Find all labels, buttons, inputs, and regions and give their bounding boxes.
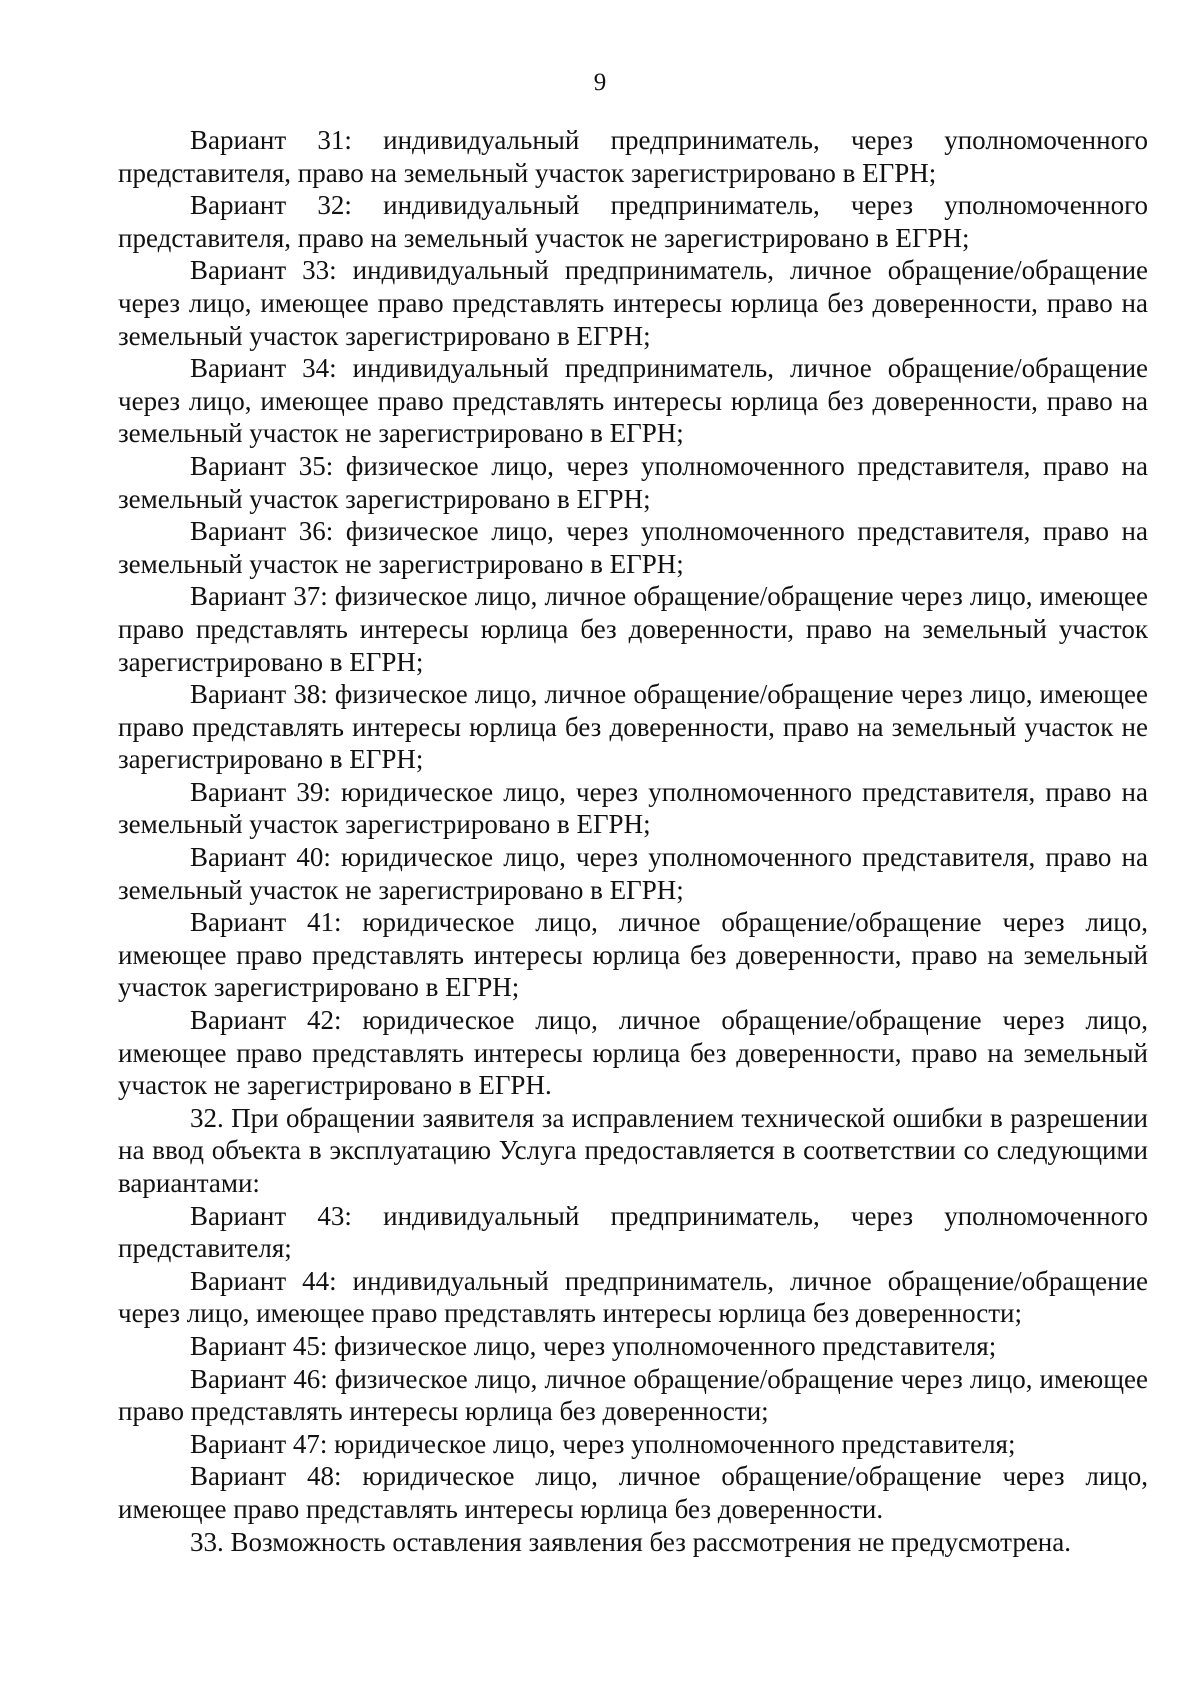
paragraph-variant-36: Вариант 36: физическое лицо, через уполномоченного представителя, право на земельный участок не зарегистрировано в ЕГРН;	[118, 516, 1148, 579]
paragraph-variant-43: Вариант 43: индивидуальный предприниматель, через уполномоченного представителя;	[118, 1200, 1148, 1264]
paragraph-variant-48: Вариант 48: юридическое лицо, личное обращение/обращение через лицо, имеющее право представлять интересы юрлица без доверенности.	[118, 1461, 1148, 1524]
paragraph-variant-39: Вариант 39: юридическое лицо, через уполномоченного представителя, право на земельный участок зарегистрировано в ЕГРН;	[118, 776, 1148, 840]
document-body	[118, 124, 1148, 1558]
paragraph-variant-40: Вариант 40: юридическое лицо, через уполномоченного представителя, право на земельный участок не зарегистрировано в ЕГРН;	[118, 842, 1148, 905]
paragraph-clause-32: 32. При обращении заявителя за исправлением технической ошибки в разрешении на ввод объекта в эксплуатацию Услуга предоставляется в соответствии со следующими вариантами:	[118, 1102, 1148, 1198]
paragraph-variant-35: Вариант 35: физическое лицо, через уполномоченного представителя, право на земельный участок зарегистрировано в ЕГРН;	[118, 450, 1148, 514]
paragraph-variant-34: Вариант 34: индивидуальный предприниматель, личное обращение/обращение через лицо, имеющее право представлять интересы юрлица без доверенности, право на земельный участок не зарегистрировано в ЕГРН;	[118, 353, 1148, 449]
paragraph-variant-38: Вариант 38: физическое лицо, личное обращение/обращение через лицо, имеющее право представлять интересы юрлица без доверенности, право на земельный участок не зарегистрировано в ЕГРН;	[118, 679, 1148, 775]
paragraph-variant-41: Вариант 41: юридическое лицо, личное обращение/обращение через лицо, имеющее право представлять интересы юрлица без доверенности, право на земельный участок зарегистрировано в ЕГРН;	[118, 907, 1148, 1003]
page-number: 9	[593, 69, 607, 96]
paragraph-variant-42: Вариант 42: юридическое лицо, личное обращение/обращение через лицо, имеющее право представлять интересы юрлица без доверенности, право на земельный участок не зарегистрировано в ЕГРН.	[118, 1005, 1148, 1101]
paragraph-variant-44: Вариант 44: индивидуальный предприниматель, личное обращение/обращение через лицо, имеющее право представлять интересы юрлица без доверенности;	[118, 1265, 1148, 1329]
paragraph-variant-33: Вариант 33: индивидуальный предприниматель, личное обращение/обращение через лицо, имеющее право представлять интересы юрлица без доверенности, право на земельный участок зарегистрировано в ЕГРН;	[118, 255, 1148, 351]
paragraph-variant-46: Вариант 46: физическое лицо, личное обращение/обращение через лицо, имеющее право представлять интересы юрлица без доверенности;	[118, 1363, 1148, 1427]
paragraph-variant-37: Вариант 37: физическое лицо, личное обращение/обращение через лицо, имеющее право представлять интересы юрлица без доверенности, право на земельный участок зарегистрировано в ЕГРН;	[118, 581, 1148, 677]
paragraph-variant-47: Вариант 47: юридическое лицо, через уполномоченного представителя;	[190, 1428, 1016, 1459]
paragraph-variant-32: Вариант 32: индивидуальный предприниматель, через уполномоченного представителя, право на земельный участок не зарегистрировано в ЕГРН;	[118, 190, 1148, 253]
paragraph-clause-33: 33. Возможность оставления заявления без рассмотрения не предусмотрена.	[190, 1526, 1071, 1557]
paragraph-variant-45: Вариант 45: физическое лицо, через уполномоченного представителя;	[190, 1330, 997, 1361]
paragraph-variant-31: Вариант 31: индивидуальный предприниматель, через уполномоченного представителя, право на земельный участок зарегистрировано в ЕГРН;	[118, 125, 1148, 188]
